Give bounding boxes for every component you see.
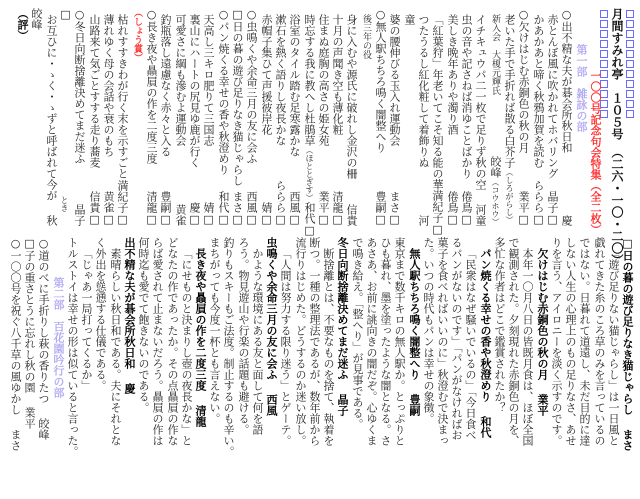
decorative-square — [626, 90, 634, 98]
haiku-column — [259, 8, 273, 226]
text-column — [359, 8, 373, 226]
newsletter-title-text: 月間すみれ亭 １０５号 （二六・一〇・二〇） — [610, 8, 624, 266]
author-name: 倦鳥□ — [446, 191, 459, 226]
column-text: ○長き夜や贔屓の作を二度三度 — [145, 8, 158, 164]
column-text: 流行りはじめた。どうするのか迷い放し。 — [294, 237, 307, 446]
text-column — [506, 237, 520, 459]
author-name: 西風□ — [245, 191, 258, 226]
author-name: 豊嗣□ — [159, 191, 172, 226]
text-column — [435, 237, 449, 459]
decorative-square — [626, 10, 634, 18]
column-text: 薄れゆく母の会話や衰のもち — [102, 14, 115, 157]
author-name: 河童 — [474, 204, 487, 226]
column-text: □日の暮の遊び足りなき猫じゃらし — [231, 8, 244, 186]
author-name: 信貴□ — [88, 191, 101, 226]
column-text: かあかあと啼く秋鴉加賀を読む — [532, 14, 545, 168]
text-column — [421, 237, 435, 459]
column-text: 「にせものと決まりし壺の夜長かな」と — [180, 248, 193, 446]
author-name: ららら□ — [274, 180, 287, 226]
haiku-column — [344, 8, 358, 226]
column-text: （評） — [16, 8, 29, 41]
author-name: 清龍 — [194, 405, 207, 427]
author-name: ららら□ — [532, 180, 545, 226]
column-text: 赤帽子集ひて声援彼岸花 — [260, 14, 273, 135]
text-column — [250, 237, 264, 459]
column-text: 浴室のタイル踏む足寒露かな — [288, 14, 301, 157]
haiku-column — [335, 237, 349, 459]
haiku-column — [531, 8, 545, 226]
haiku-column — [559, 8, 573, 226]
column-text: 何時迄も愛でて飽きないのである。 — [137, 237, 150, 413]
author-name: まさ — [621, 429, 634, 451]
column-text: 「紅葉狩」年老いてこそ知る能の華 — [431, 14, 444, 190]
author-name: 晶子□ — [546, 191, 559, 226]
text-column — [350, 237, 364, 459]
haiku-column — [115, 8, 129, 226]
haiku-column — [516, 8, 530, 226]
reading-annotation: （しろがらし） — [505, 168, 514, 224]
author-name: 西風□ — [288, 191, 301, 226]
text-column — [165, 237, 179, 459]
column-text: 出不精な夫が碁会所秋日和 — [123, 237, 136, 369]
haiku-column — [122, 237, 136, 459]
haiku-column — [373, 8, 387, 226]
column-text: 冬日向断捨離決めてまだ迷ふ — [336, 237, 349, 380]
haiku-column — [201, 8, 215, 226]
column-text: イチキュウパ二一枚で足りず秋の空 — [474, 14, 487, 190]
text-column — [549, 237, 563, 459]
author-name: 和代□ — [217, 191, 230, 226]
column-text: 美しき晩年ありや濁り酒 — [446, 14, 459, 135]
haiku-column — [244, 8, 258, 226]
column-text: 長き夜や贔屓の作を二度三度 — [194, 248, 207, 391]
reading-annotation: （ほととぎす） — [305, 146, 314, 202]
haiku-column — [44, 8, 69, 226]
column-text: ろう。物見遊山や行楽の話題も避ける。 — [237, 237, 250, 435]
text-column — [29, 8, 43, 226]
author-name: 黄雀 — [174, 204, 187, 226]
column-text: ○パン焼くる幸せの香や秋澄めり — [217, 8, 230, 175]
decorative-square — [626, 50, 634, 58]
column-text: パン焼くる幸せの香や秋澄めり — [479, 248, 492, 402]
column-text: 釣瓶落し遠慮なく赤々と入る — [159, 14, 172, 157]
column-text: 「人間は努力する限り迷う」とゲーテ。 — [279, 248, 292, 446]
haiku-column — [144, 8, 158, 226]
column-text: 虫鳴くや余命三月の友に会ふ — [265, 237, 278, 380]
text-column — [179, 237, 193, 459]
text-column — [236, 237, 250, 459]
column-text: 童 — [403, 14, 416, 25]
column-text: □日の暮の遊び足りなき猫じゃらし — [621, 237, 634, 415]
column-text: 老いた手で手折れば散る白芥子（しろがらし） — [503, 14, 516, 224]
column-text: 皎峰 — [30, 8, 43, 30]
author-name: 西風 — [265, 394, 278, 416]
text-column — [79, 237, 93, 459]
column-text: 「民衆はなぜ騒いでいるの」「今日食べ — [464, 248, 477, 441]
column-text: かような環境にある友と面して何を語 — [251, 248, 264, 435]
column-text: 欠けはじむ赤銅色の秋の月 — [536, 248, 549, 380]
column-text: ○出不精な夫が碁会所秋日和 — [560, 8, 573, 153]
text-column — [574, 8, 588, 262]
haiku-column — [459, 8, 473, 226]
haiku-column — [72, 8, 86, 226]
column-text: 東京まで数千キロの無人駅か。とっぷりと — [393, 237, 406, 446]
text-column — [207, 237, 221, 459]
author-name: 満紀子□ — [116, 180, 129, 226]
text-column — [150, 237, 164, 459]
haiku-column — [416, 8, 430, 226]
haiku-column — [36, 237, 50, 459]
text-column — [130, 8, 144, 226]
author-name: 豊嗣 — [408, 394, 421, 416]
author-name: まさ□ — [388, 191, 401, 226]
column-text: 「遊び足りない猫じゃらし」は一日風と — [607, 248, 620, 446]
author-name: 皎峰（コウホウ） — [489, 156, 502, 226]
author-name: 倦鳥□ — [460, 191, 473, 226]
column-text: （しょう賞） — [132, 8, 142, 62]
text-column — [492, 237, 506, 459]
author-name: 慶 — [560, 215, 573, 226]
column-text: まちがっても今度一杯とも言えない。 — [208, 237, 221, 424]
column-text: 素晴らしい秋日和である。夫にそれとな — [109, 248, 122, 446]
haiku-column — [430, 8, 444, 236]
text-column — [108, 237, 122, 459]
haiku-column — [216, 8, 230, 226]
decorative-square — [626, 80, 634, 88]
haiku-column — [330, 8, 344, 226]
decorative-square — [626, 20, 634, 28]
haiku-column — [620, 237, 634, 459]
author-name: 業平□ — [517, 191, 530, 226]
author-name: 慶 — [123, 383, 136, 394]
column-text: 一〇〇号記念句会特集（全二枚） — [589, 70, 602, 235]
column-text: 漱石を熱く語りし夜長かな — [274, 14, 287, 146]
text-column — [606, 237, 620, 459]
column-text: しない人生の心理上のもの足りなさ、あせ — [564, 237, 577, 446]
column-text: るパンがないのです」「パンがなければお — [450, 237, 463, 441]
column-text: □子の重さとうに忘れし秋の園 — [23, 237, 36, 393]
haiku-column — [22, 237, 36, 459]
column-text: ひも暮れ、墨を塗ったような闇となる。さ — [379, 237, 392, 446]
column-text: 本年一〇月八日の皆既月食は、ほぼ全国 — [521, 248, 534, 446]
author-name: 業平 — [536, 394, 549, 416]
column-text: どなたの作であったか。その点贔屓の作な — [166, 237, 179, 446]
text-column — [592, 237, 606, 459]
text-column — [577, 237, 591, 459]
column-text: らば愛されて止まないだろう。贔屓の作は — [151, 237, 164, 446]
reading-annotation: （コウホウ） — [491, 178, 500, 226]
text-column — [65, 237, 79, 459]
text-column — [392, 237, 406, 459]
haiku-column — [545, 8, 559, 226]
haiku-column — [273, 8, 287, 226]
text-column — [463, 237, 477, 459]
author-name: 和代□ — [303, 202, 316, 237]
text-column — [136, 237, 150, 459]
author-name: 黄雀□ — [102, 191, 115, 226]
author-name: まさ — [9, 429, 22, 451]
text-column — [364, 237, 378, 459]
column-text: ○欠けはじむ赤銅色の秋の月 — [517, 8, 530, 153]
column-text: 十月の声聞き空も薄化粧 — [331, 14, 344, 135]
column-text: ではない。日暮れて道遠し、未だ目的に達 — [578, 237, 591, 446]
author-name: 満紀子□ — [431, 190, 444, 236]
text-column — [278, 237, 292, 459]
column-text: ○道のべに手折りし萩の香りたつ — [37, 237, 50, 404]
column-text: 第一部 雑詠の部 — [575, 44, 588, 132]
author-name: 清龍□ — [145, 191, 158, 226]
column-text: お互ひに・ゝく・ゝずと呼ばれて今が — [45, 14, 58, 201]
column-text: トルストイは幸せの形は似ていると言った。 — [66, 237, 79, 457]
column-text: ○一〇〇号を祝ぐ八千草の風ゆかし — [9, 237, 22, 415]
header-square-border-right — [626, 10, 634, 118]
haiku-column — [387, 8, 401, 226]
author-name: 秋 — [45, 215, 58, 226]
column-text: で観測された。夕刻現れた赤銅色の月を、 — [507, 237, 520, 446]
author-name: 和代 — [479, 416, 492, 438]
column-text: 第二部 百花園吟行の部 — [52, 277, 65, 398]
text-column — [520, 237, 534, 459]
author-name: 豊嗣□ — [374, 191, 387, 226]
column-text: 釣りもスキーもご法度。制止するのも辛い。 — [222, 237, 235, 457]
column-text: 断つ。一種の整理法であるが、数年前から — [308, 237, 321, 446]
column-text: つたうるし紅化粧して着飾りぬ — [417, 14, 430, 168]
column-text: 枯れすすきわが行く末を示すごと — [116, 14, 129, 179]
column-text: 新入会 大榎元輝氏 — [490, 14, 500, 95]
decorative-square — [626, 40, 634, 48]
column-text: 時忘する我に教へし杜鵑草（ほととぎす） — [303, 14, 316, 202]
column-text: 身に入むや源氏に破れし金沢の柵 — [345, 14, 358, 179]
text-column — [449, 237, 463, 459]
author-name: 皎峰 — [37, 418, 50, 440]
column-text: で鳴き給え。「整へり」が見事である。 — [351, 237, 364, 430]
column-text: あさあ、お前に誂向きの闇だぞ。心ゆくま — [365, 237, 378, 446]
column-text: 「じゃあ一局打ってくるか」 — [80, 248, 93, 391]
author-name: 信貴 — [345, 204, 358, 226]
decorative-square — [626, 60, 634, 68]
author-name: 業平□ — [317, 191, 330, 226]
haiku-column — [473, 8, 487, 226]
haiku-column — [478, 237, 492, 459]
author-name: 婧□ — [260, 202, 273, 226]
text-column — [402, 8, 416, 226]
newsletter-title — [610, 8, 624, 266]
column-text: 後三年の役 — [361, 14, 371, 59]
decorative-square — [626, 100, 634, 108]
author-name: 河 — [417, 215, 430, 226]
haiku-column — [264, 237, 278, 459]
haiku-column — [316, 8, 330, 226]
author-name: 清龍□ — [331, 191, 344, 226]
text-column — [293, 237, 307, 459]
column-text: □ — [59, 8, 72, 21]
author-name: 晶子 — [336, 394, 349, 416]
column-text: 無人駅ちちろ鳴く闇整へり — [408, 248, 421, 380]
haiku-column — [193, 237, 207, 459]
text-column — [15, 8, 29, 226]
author-name: 慶□ — [188, 202, 201, 226]
column-text: 婆の腰伸びる玉入れ運動会 — [388, 14, 401, 146]
text-column — [58, 8, 72, 226]
column-text: ○冬日向断捨離決めてまだ迷ふ — [73, 8, 86, 164]
text-column — [307, 237, 321, 459]
text-column — [502, 8, 516, 226]
column-text: く外出を慫慂する仕儀である。 — [94, 237, 107, 391]
haiku-column — [87, 8, 101, 226]
haiku-column — [302, 8, 316, 237]
haiku-column — [407, 237, 421, 459]
author-name: 業平 — [23, 407, 36, 429]
column-text: ○無人駅ちちろ鳴く闇整へり — [374, 8, 387, 153]
haiku-column — [488, 8, 502, 226]
haiku-column — [8, 237, 22, 459]
haiku-column — [158, 8, 172, 226]
decorative-square — [626, 30, 634, 38]
decorative-square — [626, 70, 634, 78]
author-name: 晶子 — [73, 204, 86, 226]
author-name: 婧□ — [202, 202, 215, 226]
haiku-column — [187, 8, 201, 226]
column-text: 虫の音や記さねば消ゆことばかり — [460, 14, 473, 179]
text-column — [51, 237, 65, 499]
column-text: ○虫鳴くや余命三月の友に会ふ — [245, 8, 258, 164]
decorative-square — [626, 110, 634, 118]
column-text: 住まぬ庭胸の高さの姫女苑 — [317, 14, 330, 146]
column-text: りを言う、アイロニーを淡く示すのです。 — [550, 237, 563, 446]
text-column — [221, 237, 235, 459]
column-text: 山路来て気ごとすする走り蕎麦 — [88, 14, 101, 168]
column-text: 菓子を食べればいいのに」秋澄むで決まっ — [436, 237, 449, 446]
column-text: 天高し三キロ肥りて三国志 — [202, 14, 215, 146]
ruby-reading: とき — [60, 196, 69, 212]
haiku-column — [173, 8, 187, 226]
haiku-column — [535, 237, 549, 459]
column-text: 断捨離とは、不要なものを捨て、執着を — [322, 248, 335, 446]
haiku-column — [230, 8, 244, 226]
text-column — [378, 237, 392, 459]
column-text: 多忙な作者はどこで鑑賞されたか？ — [493, 237, 506, 413]
haiku-column — [287, 8, 301, 226]
haiku-column — [445, 8, 459, 226]
text-column — [93, 237, 107, 459]
text-column — [563, 237, 577, 459]
column-text: 戯れてきた糸のころ草のみを言っているの — [593, 237, 606, 446]
column-text: 裏山にハートの尻見ゆ鹿が行く — [188, 14, 201, 168]
text-column — [321, 237, 335, 459]
haiku-column — [101, 8, 115, 226]
column-text: 赤とんぼ風に吹かれてホバリング — [546, 14, 559, 179]
column-text: 可愛さに綱も滲むよ運動会 — [174, 14, 187, 146]
column-text: た。いつの時代もパンは幸せの象徴。 — [422, 237, 435, 424]
author-name: まさ□ — [231, 191, 244, 226]
